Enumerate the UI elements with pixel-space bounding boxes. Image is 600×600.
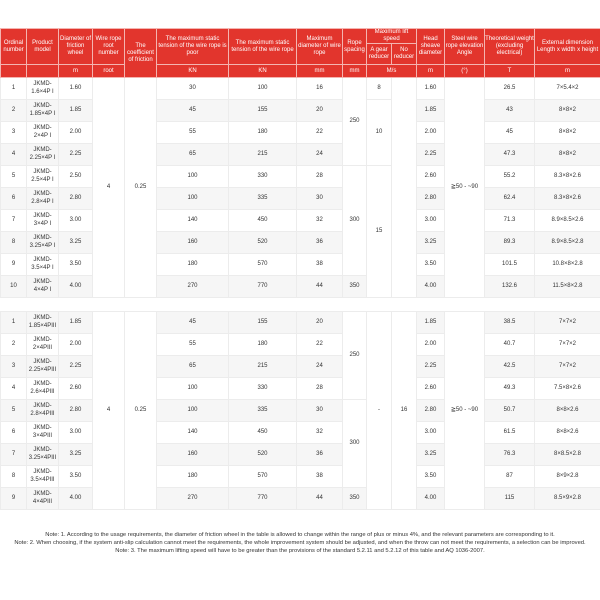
header-static-tension: The maximum static tension of the wire rope — [229, 29, 297, 65]
weight-cell: 42.5 — [485, 356, 535, 378]
unit-diameter: m — [59, 65, 93, 78]
sheave-cell: 2.80 — [417, 188, 445, 210]
ordinal-cell: 8 — [1, 466, 27, 488]
diameter-cell: 2.00 — [59, 122, 93, 144]
weight-cell: 50.7 — [485, 400, 535, 422]
header-no-reducer: No reducer — [392, 44, 417, 65]
rope-diameter-cell: 32 — [297, 422, 343, 444]
header-sheave-diameter: Head sheave diameter — [417, 29, 445, 65]
spacing-cell: 250 — [343, 312, 367, 400]
ordinal-cell: 9 — [1, 488, 27, 510]
ropes-cell: 4 — [93, 312, 125, 510]
static-tension-cell: 330 — [229, 166, 297, 188]
dimensions-cell: 11.5×8×2.8 — [535, 276, 600, 298]
tension-poor-cell: 180 — [157, 466, 229, 488]
sheave-cell: 2.80 — [417, 400, 445, 422]
ordinal-cell: 1 — [1, 312, 27, 334]
rope-diameter-cell: 36 — [297, 232, 343, 254]
table-row — [1, 466, 600, 488]
diameter-cell: 3.25 — [59, 444, 93, 466]
dimensions-cell: 8.3×8×2.6 — [535, 188, 600, 210]
model-cell: JKMD-2.8×4P I — [27, 188, 59, 210]
rope-diameter-cell: 28 — [297, 378, 343, 400]
diameter-cell: 4.00 — [59, 488, 93, 510]
dimensions-cell: 7×7×2 — [535, 334, 600, 356]
spacing-cell: 250 — [343, 78, 367, 166]
coefficient-cell: 0.25 — [125, 312, 157, 510]
model-cell: JKMD-2.8×4PIII — [27, 400, 59, 422]
diameter-cell: 1.60 — [59, 78, 93, 100]
dimensions-cell: 8×8×2.6 — [535, 422, 600, 444]
rope-diameter-cell: 44 — [297, 276, 343, 298]
sheave-cell: 2.00 — [417, 334, 445, 356]
header-rope-diameter: Maximum diameter of wire rope — [297, 29, 343, 65]
header-gear-reducer: A gear reducer — [367, 44, 392, 65]
separator-cell — [1, 298, 600, 312]
table-row — [1, 144, 600, 166]
angle-cell: ≧50 - ~90 — [445, 78, 485, 298]
weight-cell: 26.5 — [485, 78, 535, 100]
tension-poor-cell: 180 — [157, 254, 229, 276]
tension-poor-cell: 100 — [157, 166, 229, 188]
header-rope-spacing: Rope spacing — [343, 29, 367, 65]
weight-cell: 43 — [485, 100, 535, 122]
diameter-cell: 1.85 — [59, 312, 93, 334]
rope-diameter-cell: 16 — [297, 78, 343, 100]
tension-poor-cell: 140 — [157, 422, 229, 444]
header-model: Product model — [27, 29, 59, 65]
weight-cell: 62.4 — [485, 188, 535, 210]
model-cell: JKMD-3.5×4P I — [27, 254, 59, 276]
ordinal-cell: 10 — [1, 276, 27, 298]
sheave-cell: 3.00 — [417, 422, 445, 444]
ordinal-cell: 2 — [1, 334, 27, 356]
model-cell: JKMD-2.5×4P I — [27, 166, 59, 188]
note-2: Note: 2. When choosing, if the system anti-slip calculation cannot meet the requirements, the whole improvement system should be adjusted, and when the throw can not meet the requirements, a selection can be improved. — [14, 540, 586, 546]
model-cell: JKMD-4×4PIII — [27, 488, 59, 510]
tension-poor-cell: 100 — [157, 188, 229, 210]
dimensions-cell: 7×5.4×2 — [535, 78, 600, 100]
note-3: Note: 3. The maximum lifting speed will have to be greater than the provisions of the standard 5.2.11 and 5.2.12 of this table and AQ 1036-2007. — [115, 548, 485, 554]
ordinal-cell: 8 — [1, 232, 27, 254]
header-ordinal: Ordinal number — [1, 29, 27, 65]
tension-poor-cell: 270 — [157, 488, 229, 510]
model-cell: JKMD-1.85×4P I — [27, 100, 59, 122]
sheave-cell: 3.25 — [417, 232, 445, 254]
note-1: Note: 1. According to the usage requirements, the diameter of friction wheel in the table is allowed to change within the range of plus or minus 4%, and the relevant parameters are corresponding to it. — [45, 532, 555, 538]
tension-poor-cell: 30 — [157, 78, 229, 100]
rope-diameter-cell: 22 — [297, 334, 343, 356]
sheave-cell: 3.50 — [417, 254, 445, 276]
ordinal-cell: 3 — [1, 356, 27, 378]
tension-poor-cell: 100 — [157, 378, 229, 400]
table-row — [1, 276, 600, 298]
spacing-cell: 350 — [343, 276, 367, 298]
sheave-cell: 1.60 — [417, 78, 445, 100]
unit-spacing: mm — [343, 65, 367, 78]
weight-cell: 45 — [485, 122, 535, 144]
sheave-cell: 1.85 — [417, 100, 445, 122]
spec-table-body — [1, 78, 600, 510]
unit-angle: (°) — [445, 65, 485, 78]
header-lift-speed: Maximum lift speed — [367, 29, 417, 44]
unit-rope-diameter: mm — [297, 65, 343, 78]
static-tension-cell: 450 — [229, 422, 297, 444]
static-tension-cell: 770 — [229, 488, 297, 510]
speed-cell: - — [367, 312, 392, 510]
header-ropes: Wire rope root number — [93, 29, 125, 65]
dimensions-cell: 8×9×2.8 — [535, 466, 600, 488]
rope-diameter-cell: 30 — [297, 188, 343, 210]
speed-cell: 8 — [367, 78, 392, 100]
static-tension-cell: 520 — [229, 444, 297, 466]
dimensions-cell: 8.3×8×2.6 — [535, 166, 600, 188]
dimensions-cell: 8×8×2 — [535, 100, 600, 122]
model-cell: JKMD-2.25×4P I — [27, 144, 59, 166]
table-row — [1, 232, 600, 254]
rope-diameter-cell: 28 — [297, 166, 343, 188]
weight-cell: 38.5 — [485, 312, 535, 334]
static-tension-cell: 180 — [229, 122, 297, 144]
weight-cell: 101.5 — [485, 254, 535, 276]
header-dimensions: External dimension Length x width x height — [535, 29, 600, 65]
diameter-cell: 2.50 — [59, 166, 93, 188]
weight-cell: 40.7 — [485, 334, 535, 356]
static-tension-cell: 330 — [229, 378, 297, 400]
ordinal-cell: 5 — [1, 400, 27, 422]
model-cell: JKMD-2×4P I — [27, 122, 59, 144]
static-tension-cell: 215 — [229, 356, 297, 378]
rope-diameter-cell: 38 — [297, 254, 343, 276]
ordinal-cell: 7 — [1, 444, 27, 466]
weight-cell: 89.3 — [485, 232, 535, 254]
table-row — [1, 422, 600, 444]
weight-cell: 132.6 — [485, 276, 535, 298]
header-weight: Theoretical weight (excluding electrical) — [485, 29, 535, 65]
dimensions-cell: 8×8×2.6 — [535, 400, 600, 422]
spec-table — [0, 28, 600, 510]
sheave-cell: 2.25 — [417, 144, 445, 166]
tension-poor-cell: 140 — [157, 210, 229, 232]
dimensions-cell: 8.5×9×2.8 — [535, 488, 600, 510]
tension-poor-cell: 65 — [157, 144, 229, 166]
table-row — [1, 210, 600, 232]
unit-dimensions: m — [535, 65, 600, 78]
rope-diameter-cell: 24 — [297, 144, 343, 166]
weight-cell: 87 — [485, 466, 535, 488]
weight-cell: 55.2 — [485, 166, 535, 188]
header-coefficient: The coefficient of friction — [125, 29, 157, 78]
rope-diameter-cell: 24 — [297, 356, 343, 378]
sheave-cell: 2.00 — [417, 122, 445, 144]
tension-poor-cell: 100 — [157, 400, 229, 422]
ordinal-cell: 3 — [1, 122, 27, 144]
model-cell: JKMD-2×4PIII — [27, 334, 59, 356]
notes-section — [0, 531, 600, 555]
dimensions-cell: 10.8×8×2.8 — [535, 254, 600, 276]
tension-poor-cell: 65 — [157, 356, 229, 378]
ordinal-cell: 2 — [1, 100, 27, 122]
ordinal-cell: 9 — [1, 254, 27, 276]
static-tension-cell: 520 — [229, 232, 297, 254]
tension-poor-cell: 55 — [157, 334, 229, 356]
sheave-cell: 3.25 — [417, 444, 445, 466]
rope-diameter-cell: 38 — [297, 466, 343, 488]
model-cell: JKMD-3.25×4PIII — [27, 444, 59, 466]
tension-poor-cell: 45 — [157, 312, 229, 334]
static-tension-cell: 335 — [229, 400, 297, 422]
unit-ordinal — [1, 65, 27, 78]
sheave-cell: 3.00 — [417, 210, 445, 232]
table-row — [1, 122, 600, 144]
rope-diameter-cell: 20 — [297, 100, 343, 122]
model-cell: JKMD-1.85×4PIII — [27, 312, 59, 334]
coefficient-cell: 0.25 — [125, 78, 157, 298]
diameter-cell: 2.80 — [59, 188, 93, 210]
no-reducer-cell: 16 — [392, 312, 417, 510]
unit-ropes: root — [93, 65, 125, 78]
tension-poor-cell: 55 — [157, 122, 229, 144]
static-tension-cell: 155 — [229, 100, 297, 122]
static-tension-cell: 100 — [229, 78, 297, 100]
static-tension-cell: 570 — [229, 466, 297, 488]
dimensions-cell: 7.5×8×2.6 — [535, 378, 600, 400]
ordinal-cell: 6 — [1, 422, 27, 444]
table-row — [1, 166, 600, 188]
spacing-cell: 350 — [343, 488, 367, 510]
weight-cell: 71.3 — [485, 210, 535, 232]
static-tension-cell: 335 — [229, 188, 297, 210]
dimensions-cell: 8×8×2 — [535, 122, 600, 144]
table-row — [1, 356, 600, 378]
sheave-cell: 4.00 — [417, 276, 445, 298]
static-tension-cell: 450 — [229, 210, 297, 232]
speed-cell: 15 — [367, 166, 392, 298]
sheave-cell: 1.85 — [417, 312, 445, 334]
diameter-cell: 3.50 — [59, 466, 93, 488]
table-row — [1, 378, 600, 400]
header-diameter: Diameter of friction wheel — [59, 29, 93, 65]
diameter-cell: 3.50 — [59, 254, 93, 276]
diameter-cell: 2.80 — [59, 400, 93, 422]
static-tension-cell: 570 — [229, 254, 297, 276]
model-cell: JKMD-3×4P I — [27, 210, 59, 232]
ropes-cell: 4 — [93, 78, 125, 298]
no-reducer-cell — [392, 78, 417, 298]
diameter-cell: 3.00 — [59, 210, 93, 232]
rope-diameter-cell: 36 — [297, 444, 343, 466]
weight-cell: 115 — [485, 488, 535, 510]
sheave-cell: 2.25 — [417, 356, 445, 378]
weight-cell: 61.5 — [485, 422, 535, 444]
sheave-cell: 2.60 — [417, 166, 445, 188]
ordinal-cell: 6 — [1, 188, 27, 210]
model-cell: JKMD-2.6×4PIII — [27, 378, 59, 400]
unit-weight: T — [485, 65, 535, 78]
rope-diameter-cell: 20 — [297, 312, 343, 334]
ordinal-cell: 7 — [1, 210, 27, 232]
tension-poor-cell: 270 — [157, 276, 229, 298]
static-tension-cell: 215 — [229, 144, 297, 166]
model-cell: JKMD-2.25×4PIII — [27, 356, 59, 378]
diameter-cell: 3.25 — [59, 232, 93, 254]
static-tension-cell: 155 — [229, 312, 297, 334]
table-row — [1, 334, 600, 356]
table-row — [1, 100, 600, 122]
rope-diameter-cell: 22 — [297, 122, 343, 144]
diameter-cell: 2.25 — [59, 356, 93, 378]
spec-table-wrapper — [0, 28, 600, 510]
static-tension-cell: 770 — [229, 276, 297, 298]
unit-model — [27, 65, 59, 78]
diameter-cell: 2.00 — [59, 334, 93, 356]
dimensions-cell: 7×7×2 — [535, 312, 600, 334]
model-cell: JKMD-1.6×4P I — [27, 78, 59, 100]
spacing-cell: 300 — [343, 166, 367, 276]
group-separator — [1, 298, 600, 312]
table-row — [1, 254, 600, 276]
unit-static-tension: KN — [229, 65, 297, 78]
dimensions-cell: 8.9×8.5×2.8 — [535, 232, 600, 254]
tension-poor-cell: 45 — [157, 100, 229, 122]
dimensions-cell: 8×8.5×2.8 — [535, 444, 600, 466]
static-tension-cell: 180 — [229, 334, 297, 356]
model-cell: JKMD-4×4P I — [27, 276, 59, 298]
header-elevation-angle: Steel wire rope elevation Angle — [445, 29, 485, 65]
tension-poor-cell: 160 — [157, 444, 229, 466]
tension-poor-cell: 160 — [157, 232, 229, 254]
ordinal-cell: 1 — [1, 78, 27, 100]
model-cell: JKMD-3.5×4PIII — [27, 466, 59, 488]
spacing-cell: 300 — [343, 400, 367, 488]
dimensions-cell: 8.9×8.5×2.6 — [535, 210, 600, 232]
unit-lift-speed: M/s — [367, 65, 417, 78]
table-row — [1, 78, 600, 100]
model-cell: JKMD-3×4PIII — [27, 422, 59, 444]
rope-diameter-cell: 32 — [297, 210, 343, 232]
header-tension-poor: The maximum static tension of the wire rope is poor — [157, 29, 229, 65]
table-row — [1, 400, 600, 422]
sheave-cell: 3.50 — [417, 466, 445, 488]
unit-tension-poor: KN — [157, 65, 229, 78]
sheave-cell: 4.00 — [417, 488, 445, 510]
table-row — [1, 312, 600, 334]
table-row — [1, 188, 600, 210]
angle-cell: ≧50 - ~90 — [445, 312, 485, 510]
weight-cell: 76.3 — [485, 444, 535, 466]
ordinal-cell: 5 — [1, 166, 27, 188]
speed-cell: 10 — [367, 100, 392, 166]
sheave-cell: 2.60 — [417, 378, 445, 400]
weight-cell: 47.3 — [485, 144, 535, 166]
diameter-cell: 2.25 — [59, 144, 93, 166]
diameter-cell: 3.00 — [59, 422, 93, 444]
model-cell: JKMD-3.25×4P I — [27, 232, 59, 254]
rope-diameter-cell: 30 — [297, 400, 343, 422]
diameter-cell: 1.85 — [59, 100, 93, 122]
dimensions-cell: 8×8×2 — [535, 144, 600, 166]
ordinal-cell: 4 — [1, 378, 27, 400]
dimensions-cell: 7×7×2 — [535, 356, 600, 378]
diameter-cell: 2.60 — [59, 378, 93, 400]
rope-diameter-cell: 44 — [297, 488, 343, 510]
table-row — [1, 444, 600, 466]
table-row — [1, 488, 600, 510]
ordinal-cell: 4 — [1, 144, 27, 166]
unit-sheave: m — [417, 65, 445, 78]
weight-cell: 49.3 — [485, 378, 535, 400]
diameter-cell: 4.00 — [59, 276, 93, 298]
